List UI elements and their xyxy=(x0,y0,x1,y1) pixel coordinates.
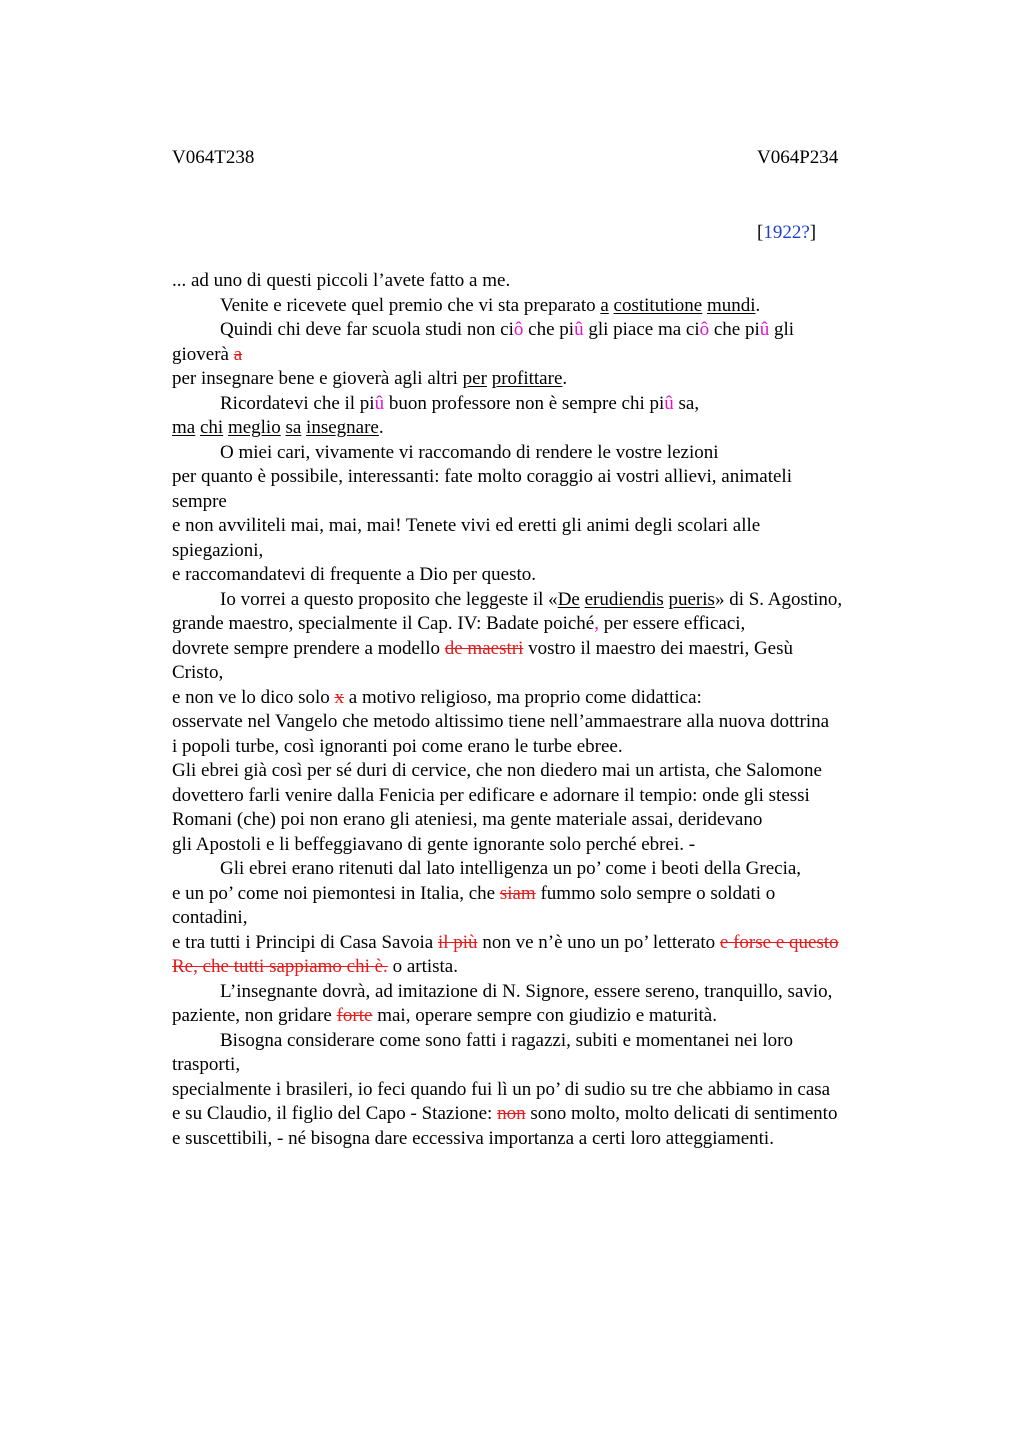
accent-correction: ô xyxy=(699,319,710,340)
underlined-word: sa xyxy=(285,417,302,438)
text-line: ma chi meglio sa insegnare. xyxy=(172,417,384,438)
date-year: 1922? xyxy=(763,222,810,243)
text-line: i popoli turbe, così ignoranti poi come erano le turbe ebree. xyxy=(172,735,623,757)
text-line: e su Claudio, il figlio del Capo - Stazione: non sono molto, molto delicati di sentimento xyxy=(172,1103,838,1124)
text-line: e non avviliteli mai, mai, mai! Tenete vivi ed eretti gli animi degli scolari alle xyxy=(172,515,761,536)
deleted-text: non xyxy=(497,1103,526,1124)
underlined-word: a xyxy=(600,294,609,316)
deleted-text: de maestri xyxy=(444,637,524,659)
deleted-text: Re, che tutti sappiamo chi è. xyxy=(172,956,388,977)
text-line: ... ad uno di questi piccoli l’avete fatto a me. xyxy=(172,270,511,291)
text-line: gioverà a xyxy=(172,343,243,365)
text-line: O miei cari, vivamente vi raccomando di rendere le vostre lezioni xyxy=(220,441,719,463)
deleted-text: il più xyxy=(437,931,478,953)
deleted-text: siam xyxy=(499,882,536,904)
underlined-word: De xyxy=(557,588,580,610)
accent-correction: ô xyxy=(513,319,524,340)
underlined-word: erudiendis xyxy=(584,588,664,610)
text-line: e non ve lo dico solo x a motivo religioso, ma proprio come didattica: xyxy=(172,686,702,708)
deleted-text: a xyxy=(233,343,243,365)
underlined-word: mundi xyxy=(706,294,756,316)
text-line: osservate nel Vangelo che metodo altissimo tiene nell’ammaestrare alla nuova dottrina xyxy=(172,711,830,732)
accent-correction: û xyxy=(374,392,385,414)
text-line: paziente, non gridare forte mai, operare sempre con giudizio e maturità. xyxy=(172,1005,717,1026)
text-line: sempre xyxy=(172,490,227,512)
underlined-word: chi xyxy=(199,417,224,438)
text-line: e un po’ come noi piemontesi in Italia, che siam fummo solo sempre o soldati o xyxy=(172,882,776,904)
text-line: per insegnare bene e gioverà agli altri per profittare. xyxy=(172,368,568,389)
underlined-word: ma xyxy=(172,417,196,438)
letter-body xyxy=(172,269,902,1151)
text-line: Quindi chi deve far scuola studi non ciô che piû gli piace ma ciô che piû gli xyxy=(220,319,795,340)
text-line: per quanto è possibile, interessanti: fate molto coraggio ai vostri allievi, animateli xyxy=(172,466,792,487)
text-line: e raccomandatevi di frequente a Dio per questo. xyxy=(172,564,537,585)
accent-correction: û xyxy=(574,319,584,340)
text-line: dovrete sempre prendere a modello de maestri vostro il maestro dei maestri, Gesù xyxy=(172,637,793,659)
text-line: Re, che tutti sappiamo chi è. o artista. xyxy=(172,956,458,977)
text-line: Ricordatevi che il piû buon professore non è sempre chi piû sa, xyxy=(220,392,700,414)
deleted-text: forte xyxy=(336,1005,373,1026)
text-line: Gli ebrei erano ritenuti dal lato intelligenza un po’ come i beoti della Grecia, xyxy=(220,858,802,879)
text-line: e tra tutti i Principi di Casa Savoia il più non ve n’è uno un po’ letterato e forse e questo xyxy=(172,931,839,953)
document-date xyxy=(757,223,816,243)
text-line: spiegazioni, xyxy=(172,539,264,561)
text-line: Bisogna considerare come sono fatti i ragazzi, subiti e momentanei nei loro xyxy=(220,1029,793,1051)
text-line: trasporti, xyxy=(172,1054,241,1075)
accent-correction: , xyxy=(594,613,599,634)
text-line: Io vorrei a questo proposito che leggeste il «De erudiendis pueris» di S. Agostino, xyxy=(220,588,843,610)
underlined-word: profittare xyxy=(491,368,563,389)
underlined-word: costitutione xyxy=(613,294,703,316)
accent-correction: û xyxy=(759,319,770,340)
text-line: contadini, xyxy=(172,907,248,928)
underlined-word: pueris xyxy=(668,588,715,610)
date-open-bracket: [ xyxy=(757,222,764,243)
accent-correction: û xyxy=(664,392,674,414)
text-line: specialmente i brasileri, io feci quando fui lì un po’ di sudio su tre che abbiamo in casa xyxy=(172,1078,831,1100)
text-line: e suscettibili, - né bisogna dare eccessiva importanza a certi loro atteggiamenti. xyxy=(172,1127,774,1149)
text-line: dovettero farli venire dalla Fenicia per edificare e adornare il tempio: onde gli stessi xyxy=(172,784,810,806)
text-line: Cristo, xyxy=(172,662,224,683)
text-line: Gli ebrei già così per sé duri di cervice, che non diedero mai un artista, che Salomone xyxy=(172,760,822,781)
date-close-bracket: ] xyxy=(809,222,817,243)
text-line: gli Apostoli e li beffeggiavano di gente ignorante solo perché ebrei. - xyxy=(172,833,696,855)
text-line: grande maestro, specialmente il Cap. IV: Badate poiché, per essere efficaci, xyxy=(172,613,746,634)
deleted-text: e forse e questo xyxy=(719,931,839,953)
underlined-word: meglio xyxy=(227,417,281,438)
underlined-word: insegnare xyxy=(306,417,379,438)
text-line: Venite e ricevete quel premio che vi sta preparato a costitutione mundi. xyxy=(220,294,761,316)
text-line: Romani (che) poi non erano gli ateniesi, ma gente materiale assai, deridevano xyxy=(172,809,763,830)
text-line: L’insegnante dovrà, ad imitazione di N. Signore, essere sereno, tranquillo, savio, xyxy=(220,980,833,1002)
deleted-text: x xyxy=(334,686,345,708)
underlined-word: per xyxy=(462,368,487,389)
header-right-code: V064P234 xyxy=(757,147,839,168)
header-left-code: V064T238 xyxy=(172,147,255,168)
